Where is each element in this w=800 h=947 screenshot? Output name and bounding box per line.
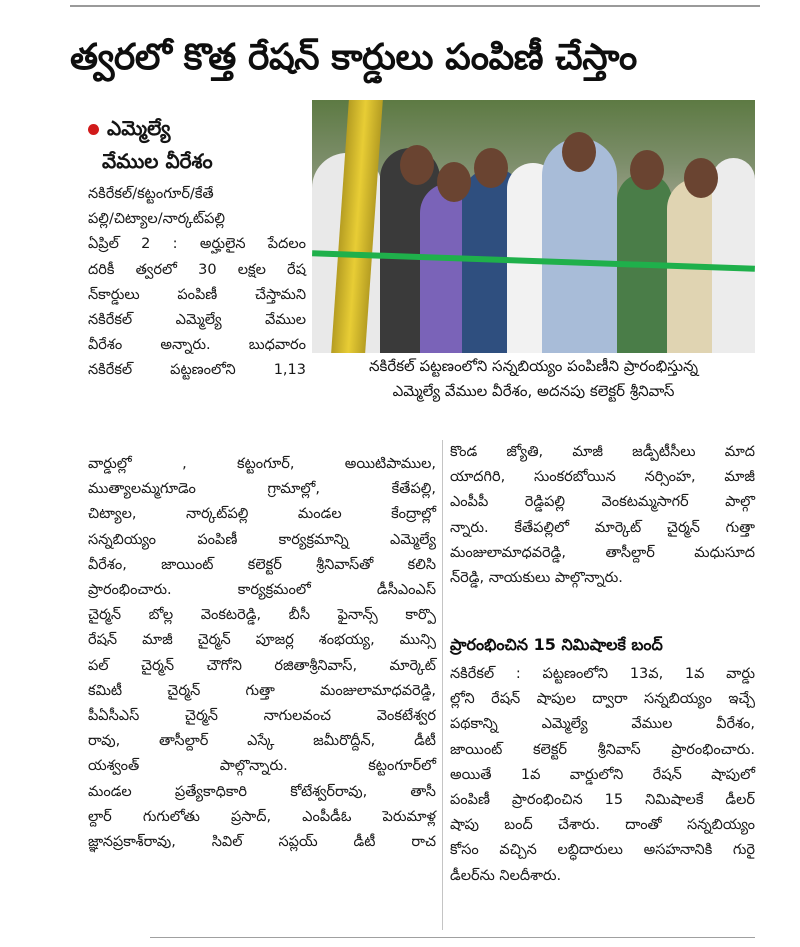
text-line: ఏప్రిల్ 2 : అర్హులైన పేదలం xyxy=(88,236,306,253)
top-rule xyxy=(70,5,760,7)
photo-head xyxy=(400,145,434,185)
caption-line: ఎమ్మెల్యే వేముల వీరేశం, అదనపు కలెక్టర్ శ్రీనివాస్ xyxy=(392,382,675,400)
text-line: వీరేశం, జాయింట్ కలెక్టర్ శ్రీనివాస్‌తో కలిసి xyxy=(88,556,436,573)
photo-head xyxy=(562,132,596,172)
article-column-1a xyxy=(88,182,306,384)
column-divider xyxy=(442,440,443,930)
text-line: కొండ జ్యోతి, మాజీ జడ్పీటీసీలు మాద xyxy=(450,444,755,460)
text-line: నకిరేకల్/కట్టంగూర్/కేతే xyxy=(88,186,214,202)
text-line: పథకాన్ని ఎమ్మెల్యే వేముల వీరేశం, xyxy=(450,716,755,733)
text-line: వార్డుల్లో , కట్టంగూర్, అయిటిపాముల, xyxy=(88,456,436,472)
text-line: యాదగిరి, సుంకరబోయిన నర్సింహ, మాజీ xyxy=(450,469,755,486)
text-line: న్నారు. కేతేపల్లిలో మార్కెట్ చైర్మన్ గుత్తా xyxy=(450,519,755,536)
byline xyxy=(88,112,308,178)
text-line: ల్లోని రేషన్ షాపుల ద్వారా సన్నబియ్యం ఇచ్చే xyxy=(450,691,755,708)
text-line: షాపు బంద్ చేశారు. దాంతో సన్నబియ్యం xyxy=(450,817,755,834)
text-line: జాయింట్ కలెక్టర్ శ్రీనివాస్ ప్రారంభించారు. xyxy=(450,741,755,758)
headline: త్వరలో కొత్త రేషన్ కార్డులు పంపిణీ చేస్తాం xyxy=(70,37,637,78)
byline-name: వేముల వీరేశం xyxy=(102,149,213,173)
red-bullet-icon xyxy=(88,124,99,135)
text-line: కోసం వచ్చిన లబ్ధిదారులు అసహనానికి గురై xyxy=(450,842,755,859)
text-line: డీలర్‌ను నిలదీశారు. xyxy=(450,867,562,884)
text-line: ఎంపీపీ రెడ్డిపల్లి వెంకటమ్మసాగర్ పాల్గొ xyxy=(450,494,755,511)
text-line: న్‌కార్డులు పంపిణీ చేస్తామని xyxy=(88,286,306,303)
article-column-2b xyxy=(450,662,755,889)
text-line: మండల ప్రత్యేకాధికారి కోటేశ్వర్‌రావు, తాసీ xyxy=(88,783,436,800)
text-line: న్‌రెడ్డి, నాయకులు పాల్గొన్నారు. xyxy=(450,570,623,587)
news-photo xyxy=(312,100,755,353)
text-line: నకిరేకల్ : పట్టణంలోని 13వ, 1వ వార్డు xyxy=(450,666,755,682)
text-line: పంపిణీ ప్రారంభించిన 15 నిమిషాలకే డీలర్ xyxy=(450,792,755,809)
text-line: పల్ చైర్మన్ చౌగోని రజితాశ్రీనివాస్, మార్కెట్ xyxy=(88,657,436,674)
text-line: దరికీ త్వరలో 30 లక్షల రేష xyxy=(88,261,306,278)
text-line: కమిటీ చైర్మన్ గుత్తా మంజులామాధవరెడ్డి, xyxy=(88,682,436,699)
photo-head xyxy=(684,158,718,198)
text-line: రేషన్ మాజీ చైర్మన్ పూజర్ల శంభయ్య, మున్సి xyxy=(88,632,436,649)
photo-head xyxy=(630,150,664,190)
text-line: పీఏసీఎస్ చైర్మన్ నాగులవంచ వెంకటేశ్వర xyxy=(88,708,436,725)
text-line: చిట్యాల, నార్కట్‌పల్లి మండల కేంద్రాల్లో xyxy=(88,506,436,523)
text-line: జ్ఞానప్రకాశ్‌రావు, సివిల్ సప్లయ్ డీటీ రాచ xyxy=(88,834,436,851)
text-line: అయితే 1వ వార్డులోని రేషన్ షాపులో xyxy=(450,766,755,783)
photo-head xyxy=(474,148,508,188)
text-line: ల్దార్ గుగులోతు ప్రసాద్, ఎంపీడీఓ పెరుమాళ్ల xyxy=(88,808,436,825)
article-column-2a xyxy=(450,440,755,591)
article-column-1b xyxy=(88,452,436,855)
bottom-rule xyxy=(150,937,755,938)
text-line: మంజులామాధవరెడ్డి, తాసీల్దార్ మధుసూద xyxy=(450,544,755,561)
text-line: రావు, తాసీల్దార్ ఎస్కే జమీరొద్దీన్, డీటీ xyxy=(88,733,436,750)
photo-head xyxy=(437,162,471,202)
caption-line: నకిరేకల్ పట్టణంలోని సన్నబియ్యం పంపిణీని ప్రారంభిస్తున్న xyxy=(368,357,699,375)
photo-figure xyxy=(712,158,755,353)
text-line: నకిరేకల్ ఎమ్మెల్యే వేముల xyxy=(88,312,306,329)
text-line: సన్నబియ్యం పంపిణీ కార్యక్రమాన్ని ఎమ్మెల్యే xyxy=(88,531,436,548)
sub-headline: ప్రారంభించిన 15 నిమిషాలకే బంద్ xyxy=(450,635,663,654)
text-line: వీరేశం అన్నారు. బుధవారం xyxy=(88,337,306,354)
text-line: ముత్యాలమ్మగూడెం గ్రామాల్లో, కేతేపల్లి, xyxy=(88,481,436,498)
text-line: చైర్మన్ బోల్ల వెంకటరెడ్డి, బీసీ ఫైనాన్స్ కార్పొ xyxy=(88,607,436,624)
text-line: యశ్వంత్ పాల్గొన్నారు. కట్టంగూర్‌లో xyxy=(88,758,436,775)
text-line: పల్లి/చిట్యాల/నార్కట్‌పల్లి xyxy=(88,211,226,228)
text-line: నకిరేకల్ పట్టణంలోని 1,13 xyxy=(88,362,306,379)
text-line: ప్రారంభించారు. కార్యక్రమంలో డీసీఎంఎస్ xyxy=(88,582,436,599)
byline-role: ఎమ్మెల్యే xyxy=(107,116,171,140)
photo-caption xyxy=(312,354,755,404)
